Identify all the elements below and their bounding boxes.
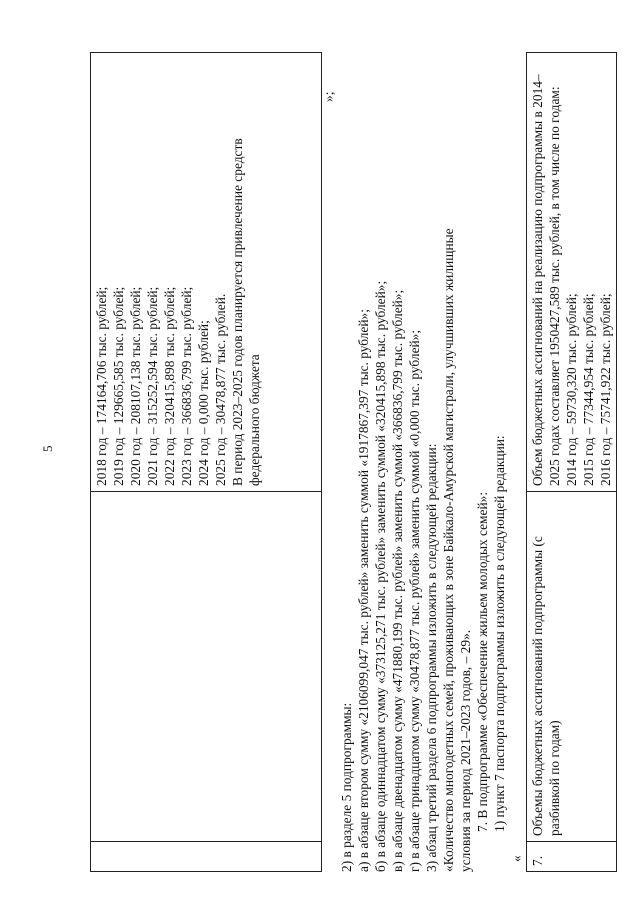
paragraph-section6: 3) абзац третий раздела 6 подпрограммы изложить в следующей редакции: bbox=[424, 443, 439, 872]
funding-line: 2016 год – 75741,922 тыс. рублей; bbox=[598, 293, 613, 486]
funding-line: 2021 год – 315252,594 тыс. рублей; bbox=[145, 286, 160, 486]
paragraph-a: а) в абзаце втором сумму «2106099,047 тыс. рублей» заменить суммой «1917867,397 тыс. рублей»; bbox=[356, 309, 371, 872]
funding-line: 2014 год – 59730,320 тыс. рублей; bbox=[564, 293, 579, 486]
paragraph-quote-start: «Количество многодетных семей, проживающих в зоне Байкало-Амурской магистрали, улучшивших жилищные bbox=[441, 228, 456, 872]
paragraph-g: г) в абзаце тринадцатом сумму «30478,877 тыс. рублей» заменить суммой «0,000 тыс. рублей»; bbox=[407, 329, 422, 872]
passport-table-top bbox=[90, 52, 322, 872]
funding-line: 2025 год – 30478,877 тыс. рублей. bbox=[213, 293, 228, 486]
funding-line: 2020 год – 208107,138 тыс. рублей; bbox=[128, 286, 143, 486]
funding-line: 2023 год – 366836,799 тыс. рублей; bbox=[179, 286, 194, 486]
opening-quote: « bbox=[509, 855, 524, 862]
funding-line: 2024 год – 0,000 тыс. рублей; bbox=[196, 320, 211, 486]
funding-note: В период 2023–2025 годов планируется привлечение средств bbox=[230, 138, 245, 486]
funding-line: 2019 год – 129665,585 тыс. рублей; bbox=[111, 286, 126, 486]
rotated-page-content bbox=[90, 32, 613, 872]
funding-line: 2015 год – 77344,954 тыс. рублей; bbox=[581, 293, 596, 486]
funding-line: 2018 год – 174164,706 тыс. рублей; bbox=[94, 286, 109, 486]
table-cell-number bbox=[91, 842, 322, 872]
paragraph-item7: 7. В подпрограмме «Обеспечение жильем молодых семей»: bbox=[475, 491, 490, 832]
passport-table-bottom bbox=[526, 52, 617, 872]
paragraph-b: б) в абзаце одиннадцатом сумму «373125,271 тыс. рублей» заменить суммой «320415,898 тыс. рублей»; bbox=[373, 280, 388, 872]
table-row bbox=[527, 53, 617, 872]
table-cell-name bbox=[91, 492, 322, 842]
closing-quote: »; bbox=[321, 91, 336, 102]
funding-note: федерального бюджета bbox=[247, 354, 262, 486]
funding-summary: Объем бюджетных ассигнований на реализацию подпрограммы в 2014–2025 годах составляет 1950427,589 тыс. рублей, в том числе по годам: bbox=[530, 74, 562, 486]
table-cell-number: 7. bbox=[527, 842, 617, 872]
paragraph-v: в) в абзаце двенадцатом сумму «471880,199 тыс. рублей» заменить суммой «366836,799 тыс. рублей»; bbox=[390, 289, 405, 872]
paragraph-quote-end: условия за период 2021–2023 годов, – 29». bbox=[458, 629, 473, 872]
table-cell-value bbox=[91, 53, 322, 492]
table-row bbox=[91, 53, 322, 872]
page-number: 5 bbox=[40, 445, 55, 452]
table-cell-value bbox=[527, 53, 617, 492]
paragraph-item7-1: 1) пункт 7 паспорта подпрограммы изложить в следующей редакции: bbox=[492, 435, 507, 832]
table-cell-name: Объемы бюджетных ассигнований подпрограммы (с разбивкой по годам) bbox=[527, 492, 617, 842]
funding-line: 2022 год – 320415,898 тыс. рублей; bbox=[162, 286, 177, 486]
paragraph-section5: 2) в разделе 5 подпрограммы: bbox=[339, 702, 354, 872]
